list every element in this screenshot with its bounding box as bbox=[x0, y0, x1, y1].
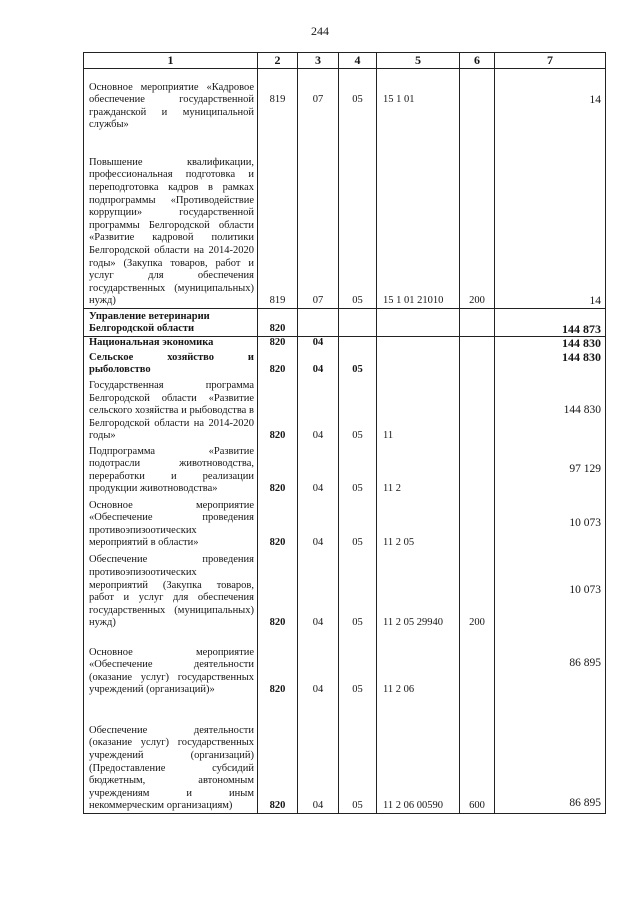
row-description: Повышение квалификации, профессиональная подготовка и переподготовка кадров в рамках подпрограммы «Противодействие коррупции» государственной программы Белгородской области «Развитие кадровой политики Белгородской области на 2014-2020 годы» (Закупка товаров, работ и услуг для обеспечения государственных (муниципальных) нужд) bbox=[84, 132, 258, 309]
row-description: Сельское хозяйство и рыболовство bbox=[84, 351, 258, 377]
subsection-code: 05 bbox=[339, 132, 377, 309]
expense-type-code bbox=[460, 309, 495, 337]
row-description: Обеспечение проведения противоэпизоотических мероприятий (Закупка товаров, работ и услуг для обеспечения государственных (муниципальных) нужд) bbox=[84, 550, 258, 630]
ministry-code: 820 bbox=[258, 351, 298, 377]
column-header: 4 bbox=[339, 53, 377, 69]
row-description: Государственная программа Белгородской области «Развитие сельского хозяйства и рыбоводства в Белгородской области на 2014-2020 годы» bbox=[84, 377, 258, 443]
row-description: Национальная экономика bbox=[84, 337, 258, 352]
table-header-row bbox=[84, 53, 606, 69]
ministry-code: 820 bbox=[258, 550, 298, 630]
section-code: 04 bbox=[298, 443, 339, 496]
column-header: 5 bbox=[377, 53, 460, 69]
subsection-code bbox=[339, 337, 377, 352]
subsection-code: 05 bbox=[339, 351, 377, 377]
row-description: Управление ветеринарии Белгородской области bbox=[84, 309, 258, 337]
amount: 144 830 bbox=[495, 377, 606, 443]
subsection-code: 05 bbox=[339, 69, 377, 133]
column-header: 2 bbox=[258, 53, 298, 69]
target-article-code: 11 2 05 29940 bbox=[377, 550, 460, 630]
row-description: Основное мероприятие «Обеспечение деятельности (оказание услуг) государственных учреждений (организаций)» bbox=[84, 630, 258, 697]
expense-type-code bbox=[460, 351, 495, 377]
expense-type-code bbox=[460, 337, 495, 352]
row-description: Основное мероприятие «Обеспечение проведения противоэпизоотических мероприятий в области» bbox=[84, 496, 258, 550]
target-article-code: 11 2 bbox=[377, 443, 460, 496]
ministry-code: 820 bbox=[258, 630, 298, 697]
page-number: 244 bbox=[311, 24, 329, 38]
section-code bbox=[298, 309, 339, 337]
expense-type-code bbox=[460, 69, 495, 133]
section-code: 04 bbox=[298, 550, 339, 630]
target-article-code bbox=[377, 309, 460, 337]
subsection-code: 05 bbox=[339, 550, 377, 630]
amount: 10 073 bbox=[495, 550, 606, 630]
target-article-code bbox=[377, 337, 460, 352]
table-row bbox=[84, 351, 606, 377]
target-article-code bbox=[377, 351, 460, 377]
section-code: 07 bbox=[298, 69, 339, 133]
section-code: 04 bbox=[298, 337, 339, 352]
amount: 144 830 bbox=[495, 351, 606, 377]
section-code: 04 bbox=[298, 377, 339, 443]
expense-type-code: 600 bbox=[460, 697, 495, 814]
amount: 144 873 bbox=[495, 309, 606, 337]
row-description: Подпрограмма «Развитие подотрасли животноводства, переработки и реализации продукции животноводства» bbox=[84, 443, 258, 496]
amount: 86 895 bbox=[495, 630, 606, 697]
table-row bbox=[84, 443, 606, 496]
table-row bbox=[84, 630, 606, 697]
table-row bbox=[84, 337, 606, 352]
ministry-code: 820 bbox=[258, 443, 298, 496]
target-article-code: 15 1 01 21010 bbox=[377, 132, 460, 309]
section-code: 07 bbox=[298, 132, 339, 309]
target-article-code: 11 2 06 00590 bbox=[377, 697, 460, 814]
ministry-code: 820 bbox=[258, 496, 298, 550]
subsection-code: 05 bbox=[339, 697, 377, 814]
ministry-code: 819 bbox=[258, 69, 298, 133]
expense-type-code bbox=[460, 496, 495, 550]
subsection-code: 05 bbox=[339, 496, 377, 550]
section-code: 04 bbox=[298, 697, 339, 814]
amount: 97 129 bbox=[495, 443, 606, 496]
ministry-code: 820 bbox=[258, 309, 298, 337]
table-row bbox=[84, 550, 606, 630]
table-row bbox=[84, 697, 606, 814]
section-code: 04 bbox=[298, 351, 339, 377]
expense-type-code: 200 bbox=[460, 132, 495, 309]
subsection-code bbox=[339, 309, 377, 337]
amount: 14 bbox=[495, 69, 606, 133]
target-article-code: 11 2 06 bbox=[377, 630, 460, 697]
ministry-code: 820 bbox=[258, 697, 298, 814]
target-article-code: 15 1 01 bbox=[377, 69, 460, 133]
amount: 14 bbox=[495, 132, 606, 309]
expense-type-code bbox=[460, 630, 495, 697]
amount: 144 830 bbox=[495, 337, 606, 352]
table-row bbox=[84, 496, 606, 550]
expense-type-code bbox=[460, 377, 495, 443]
expense-type-code: 200 bbox=[460, 550, 495, 630]
section-code: 04 bbox=[298, 630, 339, 697]
budget-table bbox=[83, 52, 606, 814]
amount: 86 895 bbox=[495, 697, 606, 814]
ministry-code: 820 bbox=[258, 377, 298, 443]
row-description: Основное мероприятие «Кадровое обеспечение государственной гражданской и муниципальной службы» bbox=[84, 69, 258, 133]
ministry-code: 820 bbox=[258, 337, 298, 352]
expense-type-code bbox=[460, 443, 495, 496]
subsection-code: 05 bbox=[339, 377, 377, 443]
row-description: Обеспечение деятельности (оказание услуг) государственных учреждений (организаций) (Предоставление субсидий бюджетным, автономным учреждениям и иным некоммерческим организациям) bbox=[84, 697, 258, 814]
target-article-code: 11 bbox=[377, 377, 460, 443]
table-row bbox=[84, 69, 606, 133]
target-article-code: 11 2 05 bbox=[377, 496, 460, 550]
column-header: 1 bbox=[84, 53, 258, 69]
column-header: 6 bbox=[460, 53, 495, 69]
subsection-code: 05 bbox=[339, 443, 377, 496]
ministry-code: 819 bbox=[258, 132, 298, 309]
subsection-code: 05 bbox=[339, 630, 377, 697]
column-header: 3 bbox=[298, 53, 339, 69]
section-code: 04 bbox=[298, 496, 339, 550]
table-row bbox=[84, 132, 606, 309]
amount: 10 073 bbox=[495, 496, 606, 550]
table-row bbox=[84, 309, 606, 337]
column-header: 7 bbox=[495, 53, 606, 69]
table-row bbox=[84, 377, 606, 443]
